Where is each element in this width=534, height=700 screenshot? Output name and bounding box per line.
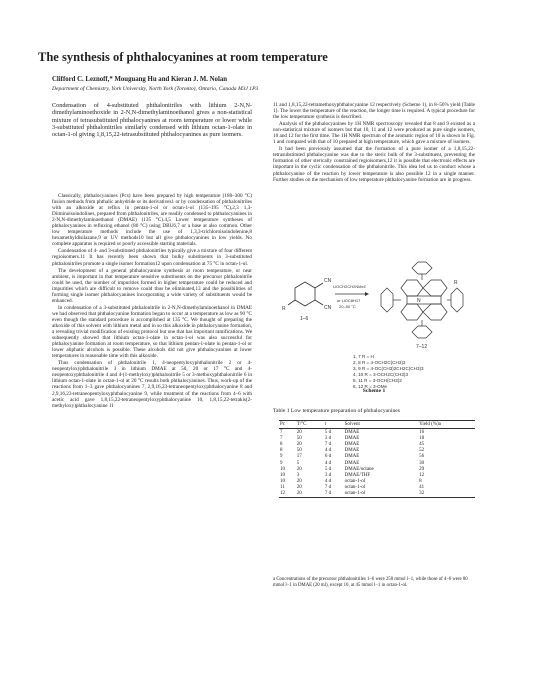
table-cell: 20 — [296, 441, 302, 447]
phthalocyanine-structure — [381, 262, 463, 338]
table-cell: 7 d — [324, 485, 332, 491]
table-cell: DMAE — [344, 448, 360, 454]
body-paragraph: In condensation of a 3-substituted phthalonitrile in 2-N,N-dimethylaminoethanol in DMAE we had observed that phthalocyanine formation began to occur at a temperature as low as 90 °C even though the standard procedure is accomplished at 135 °C. We thought of preparing the alkoxide of this solvent with lithium metal and in so this alkoxide in phthalocyanine formation, a revealing trivial modification of existing protocol but one that has important ramifications. We subsequently showed that lithium octan-1-olate in octan-1-ol was also successful for phthalocyanine formation at room temperature, so that lithium pentan-1-olate in pentan-1-ol or lower aliphatic alcohols is possible. These alcohols did not give phthalocyanines at lower temperatures in reasonable time with this alkoxide. — [52, 304, 252, 360]
scheme-legend-line: 4, 10 R = 3-OCH2C(CH3)3 — [353, 372, 409, 377]
table-cell: 18 — [419, 435, 425, 441]
table-footnote: a Concentrations of the precursor phthalonitriles 1–6 were 250 mmol l−1, while those of 4–6 were 80 mmol l−1 in DMAE (20 ml), except 10, at 45 mmol l−1 in octan-1-ol. — [273, 577, 468, 588]
table-cell: 8 — [280, 448, 283, 454]
table-cell: 9 — [280, 454, 283, 460]
table-cell: 20 — [296, 429, 302, 435]
table-cell: 5 d — [324, 429, 332, 435]
table-cell: 10 — [280, 472, 285, 478]
table-cell: 20 — [296, 479, 302, 485]
table-cell: 10 — [280, 466, 285, 472]
table-row — [279, 429, 475, 436]
table-header: Solvent — [344, 421, 419, 429]
table-cell: 5 — [296, 460, 300, 466]
table-cell: 20 — [296, 466, 302, 472]
table-cell: 56 — [419, 454, 425, 460]
table-row — [279, 491, 475, 498]
arrow-head — [365, 292, 369, 296]
table-cell: octan-1-ol — [344, 479, 366, 485]
paper-title: The synthesis of phthalocyanines at room temperature — [38, 50, 328, 64]
precursor-substituent: R — [282, 306, 286, 312]
product-label: 7–12 — [416, 344, 428, 350]
scheme-legend-line: 2, 8 R = 4-OCH2C(CH3)3 — [353, 360, 406, 365]
precursor-cn-top: CN — [324, 278, 332, 284]
reagent-mid: or LiOC8H17 — [337, 298, 361, 303]
body-paragraph: Thus condensation of phthalonitrile 1, 4-neopentyloxyphthalonitrile 2 or 4-neopentyloxyphthalonitrile 3 in lithium DMAE at 50, 20 or 17 °C and 4-neopentoxyphthalonitrile 4 and 4-(1-methyloxy)phthalonitrile 5 or 3-methoxyphthalonitrile 6 in lithium octan-1-olate in octan-1-ol at 20 °C results both phthalocyanines. Thus, work-up of the reactions from 1–3 gave phthalocyanines 7, 2,9,16,23-tetraneopentyloxyphthalocyanine 8 and 2,9,16,23-tetraneopentyloxyphthalocyanine 9, while treatment of the reactions from 4–6 with acetic acid gave 1,8,15,22-tetraneopentyloxyphthalocyanine 10, 1,8,15,22-tetrakis(2-methyloxy)phthalocyanine 11 — [52, 360, 252, 409]
table-cell: 4 d — [324, 448, 332, 454]
table-cell: DMAE — [344, 429, 360, 435]
paper-authors: Clifford C. Leznoff,* Mouguang Hu and Kieran J. M. Nolan — [52, 76, 228, 83]
table-header: Pc — [279, 421, 296, 429]
scheme-legend-line: 6, 12 R = 3-OMe — [353, 384, 388, 389]
table-cell: octan-1-ol — [344, 485, 366, 491]
reaction-scheme — [273, 248, 475, 408]
table-cell: DMAE — [344, 435, 360, 441]
scheme-legend-line: 5, 11 R = 3-OCH(CH3)2 — [353, 378, 402, 383]
table-cell: 7 — [280, 435, 283, 441]
precursor-label: 1–6 — [300, 316, 309, 322]
reagent-top: LiOCH2CH2NMe2 — [333, 284, 366, 289]
table-cell: 7 d — [324, 441, 332, 447]
table-cell: 45 — [419, 441, 425, 447]
body-paragraph: The development of a general phthalocyanine synthesis at room temperature, or near ambient, is important in that temperature sensitive substituents on the precursor phthalonitrile could be used, the number of impurities formed in higher temperature could be reduced and impurities which are difficult to remove could thus be eliminated,13 and the possibilities of forming single isomer phthalocyanines incorporating a wide variety of substituents would be enhanced. — [52, 267, 252, 304]
table-cell: 50 — [296, 435, 302, 441]
body-paragraph: Condensation of 4- and 3-substituted phthalonitriles typically give a mixture of four different regioisomers.11 It has recently been shown that bulky substituents in 3-substituted phthalonitriles promote a single isomer formation12 upon condensation at 75 °C in octan-1-ol. — [52, 248, 252, 267]
table-cell: 6 d — [324, 454, 332, 460]
product-substituent: R — [454, 280, 458, 286]
right-column-body — [273, 102, 475, 247]
table-cell: 29 — [419, 466, 425, 472]
table-cell: 52 — [419, 448, 425, 454]
table-title: Table 1 Low temperature preparation of phthalocyanines — [273, 408, 400, 414]
body-paragraph: Analysis of the phthalocyanines by 1H NMR spectroscopy revealed that 8 and 9 existed as a non-statistical mixture of isomers but that 10, 11 and 12 were produced as pure single isomers, 10 and 12 for the first time. The 1H NMR spectrum of the aromatic region of 10 is shown in Fig. 1 and compared with that of 10 prepared at high temperature, which gave a mixture of isomers. — [273, 121, 475, 146]
scheme-legend-line: 3, 9 R = 4-OC(CH3)2CH2C(CH3)3 — [353, 366, 424, 371]
table-cell: 50 — [296, 448, 302, 454]
left-column-body — [52, 193, 252, 613]
table-cell: 12 — [279, 491, 296, 498]
table-cell: DMAE — [344, 460, 360, 466]
table-header-row — [279, 421, 475, 429]
reagent-bottom: 20–50 °C — [339, 304, 356, 309]
table-cell: 11 — [280, 485, 285, 491]
table-cell: 4 d — [324, 460, 332, 466]
table-cell: 7 — [280, 429, 283, 435]
results-table — [279, 420, 475, 498]
table-cell: DMAE — [344, 454, 360, 460]
table-cell: DMAE/THF — [344, 472, 371, 478]
body-paragraph: It had been previously assumed that the formation of a pure isomer of a 1,8,15,22-tetrasubstituted phthalocyanine was due to the steric bulk of the 3-substituent, preventing the formation of other sterically constrained regioisomers,12 it is possible that electronic effects are important in the cyclic condensation of the phthalonitrile. This idea led us to conduct whose a phthalocyanine of the reaction by lower temperature is also possible 12 in a single manner. Further studies on the mechanism of low temperature phthalocyanine formation are in progress. — [273, 146, 475, 183]
table-cell: 3 d — [324, 435, 332, 441]
table-cell: 10 — [280, 479, 285, 485]
table-cell: 3 — [296, 472, 300, 478]
scheme-legend-line: 1, 7 R = H — [353, 354, 374, 359]
table-cell: 12 — [419, 472, 425, 478]
table-cell: octan-1-ol — [344, 491, 419, 498]
table-cell: 8 — [419, 479, 422, 485]
paper-affiliation: Department of Chemistry, York University, North York (Toronto), Ontario, Canada M3J 1P3 — [52, 86, 259, 92]
table-cell: 32 — [418, 491, 475, 498]
table-header: Yield (%)a — [418, 421, 475, 429]
table-header: t — [324, 421, 344, 429]
table-cell: 20 — [296, 491, 324, 498]
table-cell: DMAE — [344, 441, 360, 447]
metal-center-n: N — [417, 298, 421, 304]
table-header: T/°C — [296, 421, 324, 429]
table-cell: 20 — [296, 485, 302, 491]
table-cell: 30 — [419, 460, 425, 466]
table-cell: 8 — [280, 441, 283, 447]
scheme-caption: Scheme 1 — [362, 388, 386, 394]
table-cell: 41 — [419, 485, 425, 491]
table-cell: 9 — [280, 460, 283, 466]
body-paragraph: 11 and 1,8,15,22-tetramethoxyphthalocyanine 12 respectively (Scheme 1), in 8–56% yield (Table 1). The lower the temperature of the reaction, the longer time is required. A typical procedure for the low temperature synthesis is described. — [273, 102, 475, 121]
table-cell: 3 d — [324, 472, 332, 478]
table-cell: DMAE/octane — [344, 466, 374, 472]
paper-abstract: Condensation of 4-substituted phthalonitriles with lithium 2-N,N-dimethylaminoethoxide in 2-N,N-dimethylaminoethanol gives a non-statistical mixture of tetrasubstituted phthalocyanines at room temperature or lower while 3-substituted phthalonitriles similarly condensed with lithium octan-1-olate in octan-1-ol giving 1,8,15,22-tetrasubstituted phthalocyanines as pure isomers. — [52, 102, 252, 139]
table-cell: 17 — [296, 454, 302, 460]
table-cell: 7 d — [324, 491, 344, 498]
body-paragraph: Classically, phthalocyanines (Pcs) have been prepared by high temperature (180–300 °C) fusion methods from phthalic anhydride or its derivatives1 or by condensation of phthalonitriles with an alkoxide at reflux in pentan-1-ol or octan-1-ol (135–195 °C),2,3 1,3-Diiminoisoindolines, prepared from phthalonitriles, are readily condensed to phthalocyanines in 2-N,N-dimethylaminoethanol (DMAE) (135 °C).4,5 Lower temperature syntheses of phthalocyanines in refluxing ethanol (80 °C) using DBU6,7 or a base at also common. Other low temperature methods include the use of 1,3,3-trichloroisoindolenine,8 hexamethyldisilazane,9 or UV methods10 but all give phthalocyanines in low yields. No complete apparatus is required or poorly accessible starting materials. — [52, 193, 252, 248]
precursor-structure — [288, 282, 323, 306]
table-cell: 5 d — [324, 466, 332, 472]
table-cell: 16 — [419, 429, 425, 435]
precursor-cn-bottom: CN — [324, 305, 332, 311]
table-cell: 4 d — [324, 479, 332, 485]
